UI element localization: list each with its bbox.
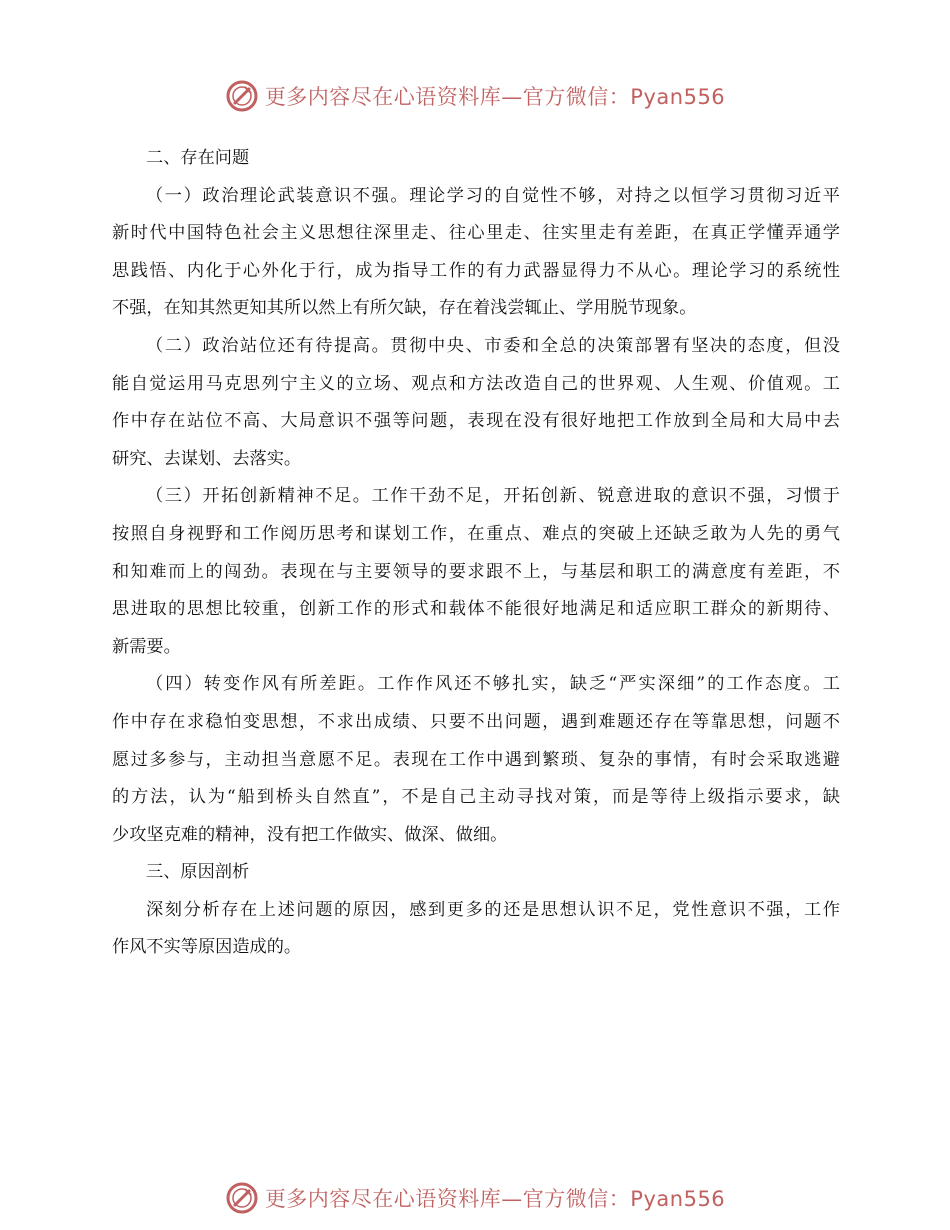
seal-logo-icon [225, 1181, 259, 1215]
paragraph-line: 作风不实等原因造成的。 [112, 937, 302, 958]
footer-watermark [0, 1178, 950, 1218]
seal-logo-icon [225, 79, 259, 113]
watermark-text: 更多内容尽在心语资料库—官方微信：Pyan556 [264, 1187, 726, 1211]
paragraph-line: 不强，在知其然更知其所以然上有所欠缺，存在着浅尝辄止、学用脱节现象。 [112, 298, 697, 319]
paragraph-line: 深刻分析存在上述问题的原因，感到更多的还是思想认识不足，党性意识不强，工作 [146, 899, 840, 920]
paragraph-line: 思进取的思想比较重，创新工作的形式和载体不能很好地满足和适应职工群众的新期待、 [112, 599, 840, 620]
paragraph-line: 和知难而上的闯劲。表现在与主要领导的要求跟不上，与基层和职工的满意度有差距，不 [112, 561, 840, 582]
paragraph-line: 作中存在站位不高、大局意识不强等问题，表现在没有很好地把工作放到全局和大局中去 [112, 411, 840, 432]
document-body [112, 140, 840, 967]
section-heading: 二、存在问题 [146, 148, 250, 168]
paragraph-line: （三）开拓创新精神不足。工作干劲不足，开拓创新、锐意进取的意识不强，习惯于 [146, 486, 840, 507]
paragraph-line: 愿过多参与，主动担当意愿不足。表现在工作中遇到繁琐、复杂的事情，有时会采取逃避 [112, 749, 840, 770]
header-watermark [0, 76, 950, 116]
watermark-text: 更多内容尽在心语资料库—官方微信：Pyan556 [264, 85, 726, 109]
paragraph-line: 按照自身视野和工作阅历思考和谋划工作，在重点、难点的突破上还缺乏敢为人先的勇气 [112, 523, 840, 544]
paragraph-line: 新时代中国特色社会主义思想往深里走、往心里走、往实里走有差距，在真正学懂弄通学 [112, 223, 840, 244]
paragraph-line: 的方法，认为“船到桥头自然直”，不是自己主动寻找对策，而是等待上级指示要求，缺 [112, 787, 840, 808]
paragraph-line: 新需要。 [112, 636, 181, 657]
paragraph-line: （二）政治站位还有待提高。贯彻中央、市委和全总的决策部署有坚决的态度，但没 [146, 335, 840, 356]
paragraph-line: （四）转变作风有所差距。工作作风还不够扎实，缺乏“严实深细”的工作态度。工 [146, 674, 840, 695]
paragraph-line: 研究、去谋划、去落实。 [112, 448, 302, 469]
paragraph-line: 思践悟、内化于心外化于行，成为指导工作的有力武器显得力不从心。理论学习的系统性 [112, 260, 840, 281]
paragraph-line: 作中存在求稳怕变思想，不求出成绩、只要不出问题，遇到难题还存在等靠思想，问题不 [112, 711, 840, 732]
paragraph-line: 能自觉运用马克思列宁主义的立场、观点和方法改造自己的世界观、人生观、价值观。工 [112, 373, 840, 394]
paragraph-line: 少攻坚克难的精神，没有把工作做实、做深、做细。 [112, 824, 508, 845]
paragraph-line: （一）政治理论武装意识不强。理论学习的自觉性不够，对持之以恒学习贯彻习近平 [146, 185, 840, 206]
section-heading: 三、原因剖析 [146, 862, 250, 883]
